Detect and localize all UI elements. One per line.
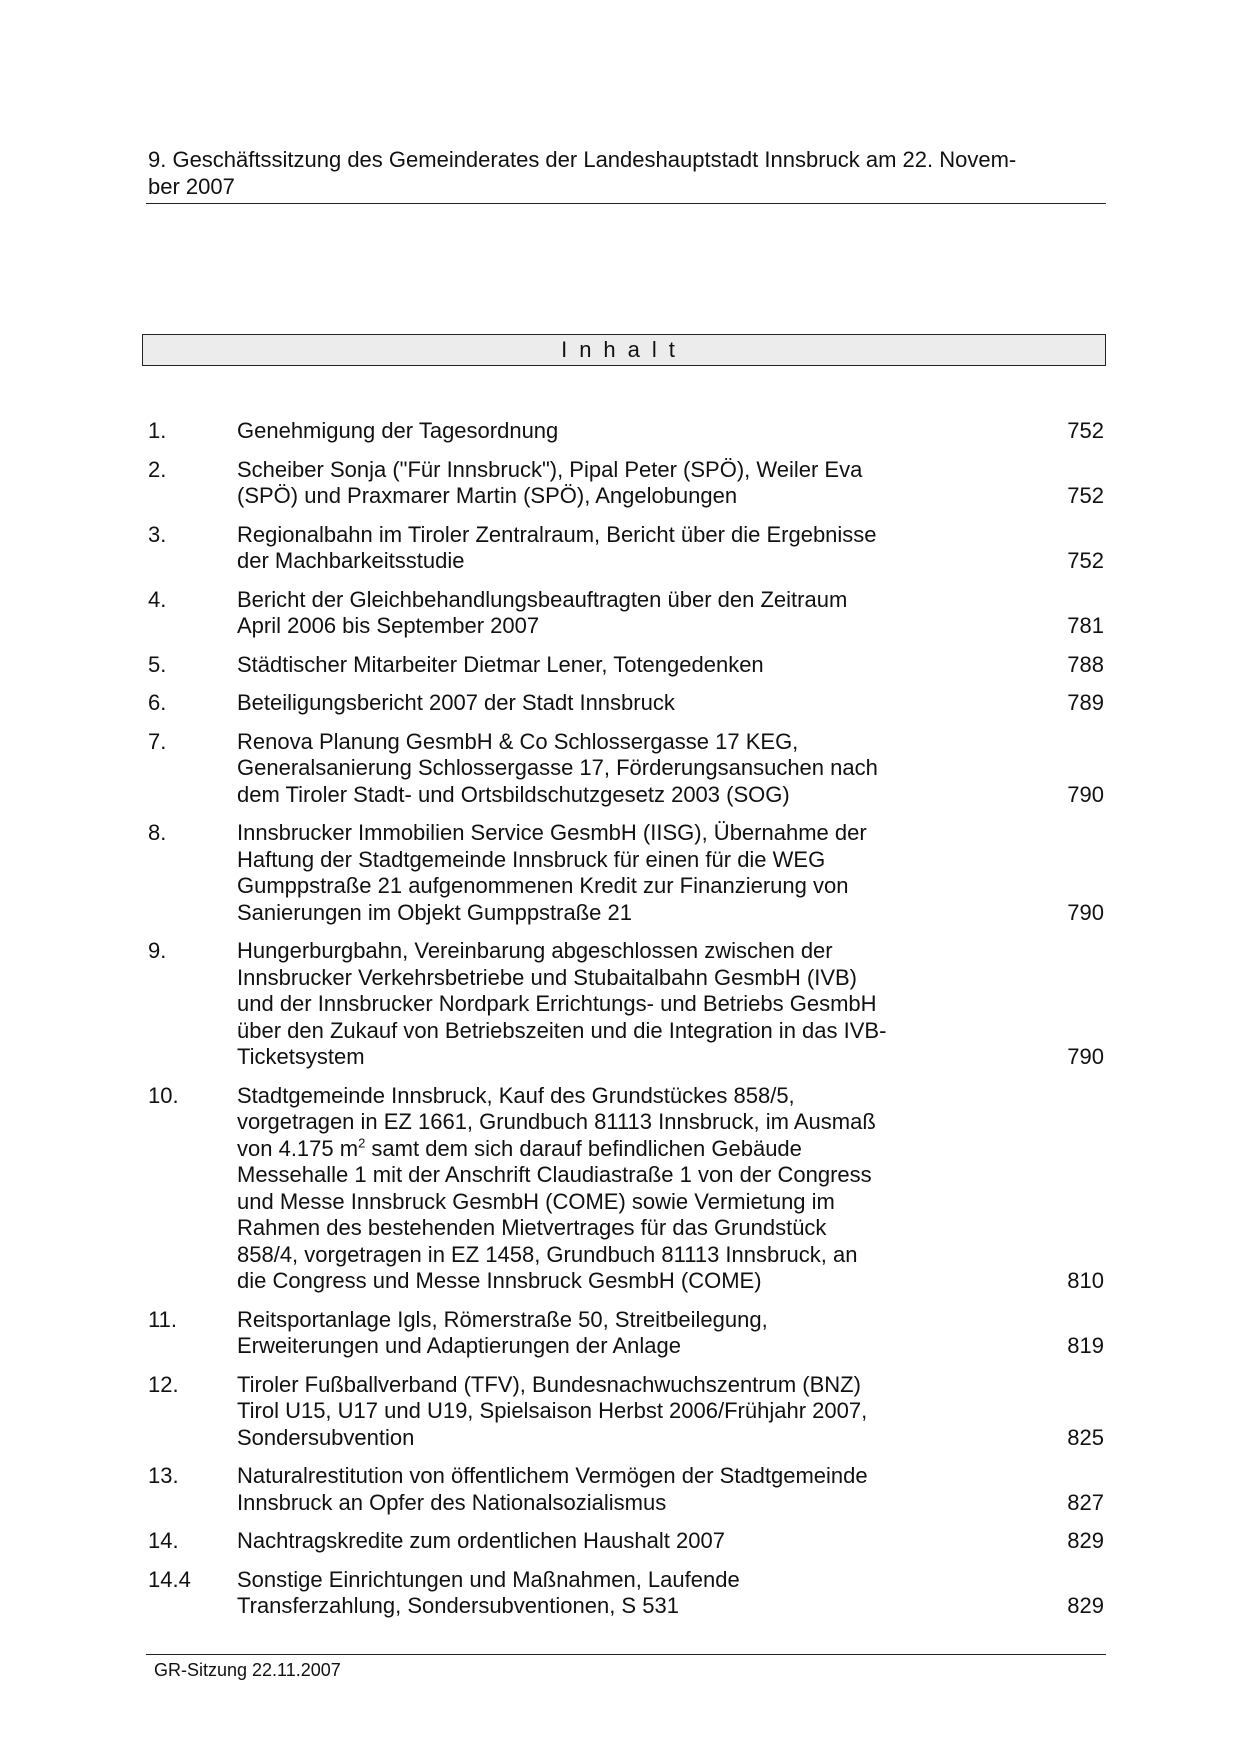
- toc-item-title-part-1: Stadtgemeinde Innsbruck, Kauf des Grundstückes 858/5, vorgetragen in EZ 1661, Grundbuch 81113 Innsbruck, im Ausmaß von 4.175 m: [237, 1082, 876, 1161]
- page-footer: GR-Sitzung 22.11.2007: [154, 1660, 341, 1680]
- toc-item-title: Renova Planung GesmbH & Co Schlossergasse 17 KEG, Generalsanierung Schlossergasse 17, Förderungsansuchen nach dem Tiroler Stadt- und Ortsbildschutzgesetz 2003 (SOG): [237, 728, 878, 807]
- toc-item-13: [148, 1463, 1104, 1516]
- toc-item-number: 11.: [148, 1306, 177, 1332]
- toc-item-title: Bericht der Gleichbehandlungsbeauftragten über den Zeitraum April 2006 bis September 2007: [237, 586, 848, 638]
- toc-item-number: 9.: [148, 938, 167, 963]
- toc-item-number: 7.: [148, 728, 167, 754]
- toc-item-10: [148, 1083, 1104, 1295]
- toc-item-6: [148, 690, 1104, 717]
- toc-item-7: [148, 729, 1104, 809]
- toc-item-page: 827: [1067, 1489, 1104, 1515]
- toc-item-title: Regionalbahn im Tiroler Zentralraum, Bericht über die Ergebnisse der Machbarkeitsstudie: [237, 521, 877, 573]
- toc-item-title: Nachtragskredite zum ordentlichen Haushalt 2007: [237, 1528, 725, 1553]
- header-title-line-2: ber 2007: [148, 174, 235, 199]
- toc-item-page: 829: [1067, 1528, 1104, 1553]
- toc-item-page: 781: [1067, 613, 1104, 638]
- toc-item-title: Beteiligungsbericht 2007 der Stadt Innsbruck: [237, 690, 675, 715]
- toc-item-9: [148, 938, 1104, 1071]
- contents-heading-box: [142, 334, 1106, 366]
- toc-item-title: Innsbrucker Immobilien Service GesmbH (IISG), Übernahme der Haftung der Stadtgemeinde Innsbruck für einen für die WEG Gumppstraße 21 aufgenommenen Kredit zur Finanzierung von Sanierungen im Objekt Gumppstraße 21: [237, 820, 867, 925]
- toc-item-page: 752: [1067, 548, 1104, 573]
- toc-item-title: Städtischer Mitarbeiter Dietmar Lener, Totengedenken: [237, 651, 764, 677]
- toc-item-number: 13.: [148, 1463, 179, 1488]
- toc-item-number: 2.: [148, 456, 167, 482]
- toc-item-number: 4.: [148, 586, 167, 612]
- toc-item-number: 12.: [148, 1371, 179, 1397]
- toc-item-1: [148, 418, 1104, 445]
- toc-item-14-4: [148, 1567, 1104, 1620]
- toc-item-page: 829: [1067, 1593, 1104, 1618]
- toc-item-title-part-2: samt dem sich darauf befindlichen Gebäude Messehalle 1 mit der Anschrift Claudiastraße 1 von der Congress und Messe Innsbruck GesmbH (COME) sowie Vermietung im Rahmen des bestehenden Mietvertrages für das Grundstück 858/4, vorgetragen in EZ 1458, Grundbuch 81113 Innsbruck, an die Congress und Messe Innsbruck GesmbH (COME): [237, 1135, 872, 1293]
- toc-item-number: 3.: [148, 521, 167, 547]
- toc-item-number: 10.: [148, 1082, 179, 1108]
- toc-item-page: 790: [1067, 1044, 1104, 1069]
- toc-item-title: Scheiber Sonja ("Für Innsbruck"), Pipal Peter (SPÖ), Weiler Eva (SPÖ) und Praxmarer Martin (SPÖ), Angelobungen: [237, 456, 863, 508]
- table-of-contents: [148, 418, 1104, 1632]
- toc-item-number: 14.: [148, 1528, 179, 1553]
- toc-item-page: 810: [1067, 1268, 1104, 1293]
- toc-item-page: 788: [1067, 651, 1104, 677]
- toc-item-title: Tiroler Fußballverband (TFV), Bundesnachwuchszentrum (BNZ) Tirol U15, U17 und U19, Spielsaison Herbst 2006/Frühjahr 2007, Sondersubvention: [237, 1371, 868, 1450]
- toc-item-number: 5.: [148, 651, 167, 677]
- toc-item-4: [148, 587, 1104, 640]
- toc-item-number: 8.: [148, 820, 167, 845]
- toc-item-title: [237, 1083, 967, 1295]
- toc-item-number: 6.: [148, 690, 167, 715]
- toc-item-page: 789: [1067, 690, 1104, 715]
- toc-item-title: Reitsportanlage Igls, Römerstraße 50, Streitbeilegung, Erweiterungen und Adaptierungen der Anlage: [237, 1306, 768, 1358]
- toc-item-title: Naturalrestitution von öffentlichem Vermögen der Stadtgemeinde Innsbruck an Opfer des Nationalsozialismus: [237, 1463, 868, 1515]
- toc-item-title: Genehmigung der Tagesordnung: [237, 418, 559, 443]
- toc-item-12: [148, 1372, 1104, 1452]
- document-header: [148, 146, 1108, 200]
- toc-item-page: 819: [1067, 1333, 1104, 1358]
- toc-item-3: [148, 522, 1104, 575]
- toc-item-14: [148, 1528, 1104, 1555]
- toc-item-title: Hungerburgbahn, Vereinbarung abgeschlossen zwischen der Innsbrucker Verkehrsbetriebe und Stubaitalbahn GesmbH (IVB) und der Innsbrucker Nordpark Errichtungs- und Betriebs GesmbH über den Zukauf von Betriebszeiten und die Integration in das IVB- Ticketsystem: [237, 938, 887, 1069]
- superscript-squared: 2: [358, 1135, 366, 1151]
- toc-item-page: 752: [1067, 483, 1104, 508]
- toc-item-title: Sonstige Einrichtungen und Maßnahmen, Laufende Transferzahlung, Sondersubventionen, S 531: [237, 1566, 740, 1618]
- toc-item-number: 14.4: [148, 1566, 191, 1592]
- toc-item-number: 1.: [148, 418, 167, 443]
- header-divider: [146, 203, 1106, 204]
- toc-item-11: [148, 1307, 1104, 1360]
- toc-item-page: 752: [1067, 418, 1104, 443]
- footer-divider: [146, 1654, 1106, 1655]
- toc-item-5: [148, 652, 1104, 679]
- toc-item-page: 825: [1067, 1424, 1104, 1450]
- toc-item-2: [148, 457, 1104, 510]
- contents-heading: Inhalt: [561, 337, 687, 362]
- toc-item-8: [148, 820, 1104, 926]
- toc-item-page: 790: [1067, 899, 1104, 925]
- toc-item-page: 790: [1067, 781, 1104, 807]
- header-title-line-1: 9. Geschäftssitzung des Gemeinderates der Landeshauptstadt Innsbruck am 22. Novem-: [148, 147, 1017, 172]
